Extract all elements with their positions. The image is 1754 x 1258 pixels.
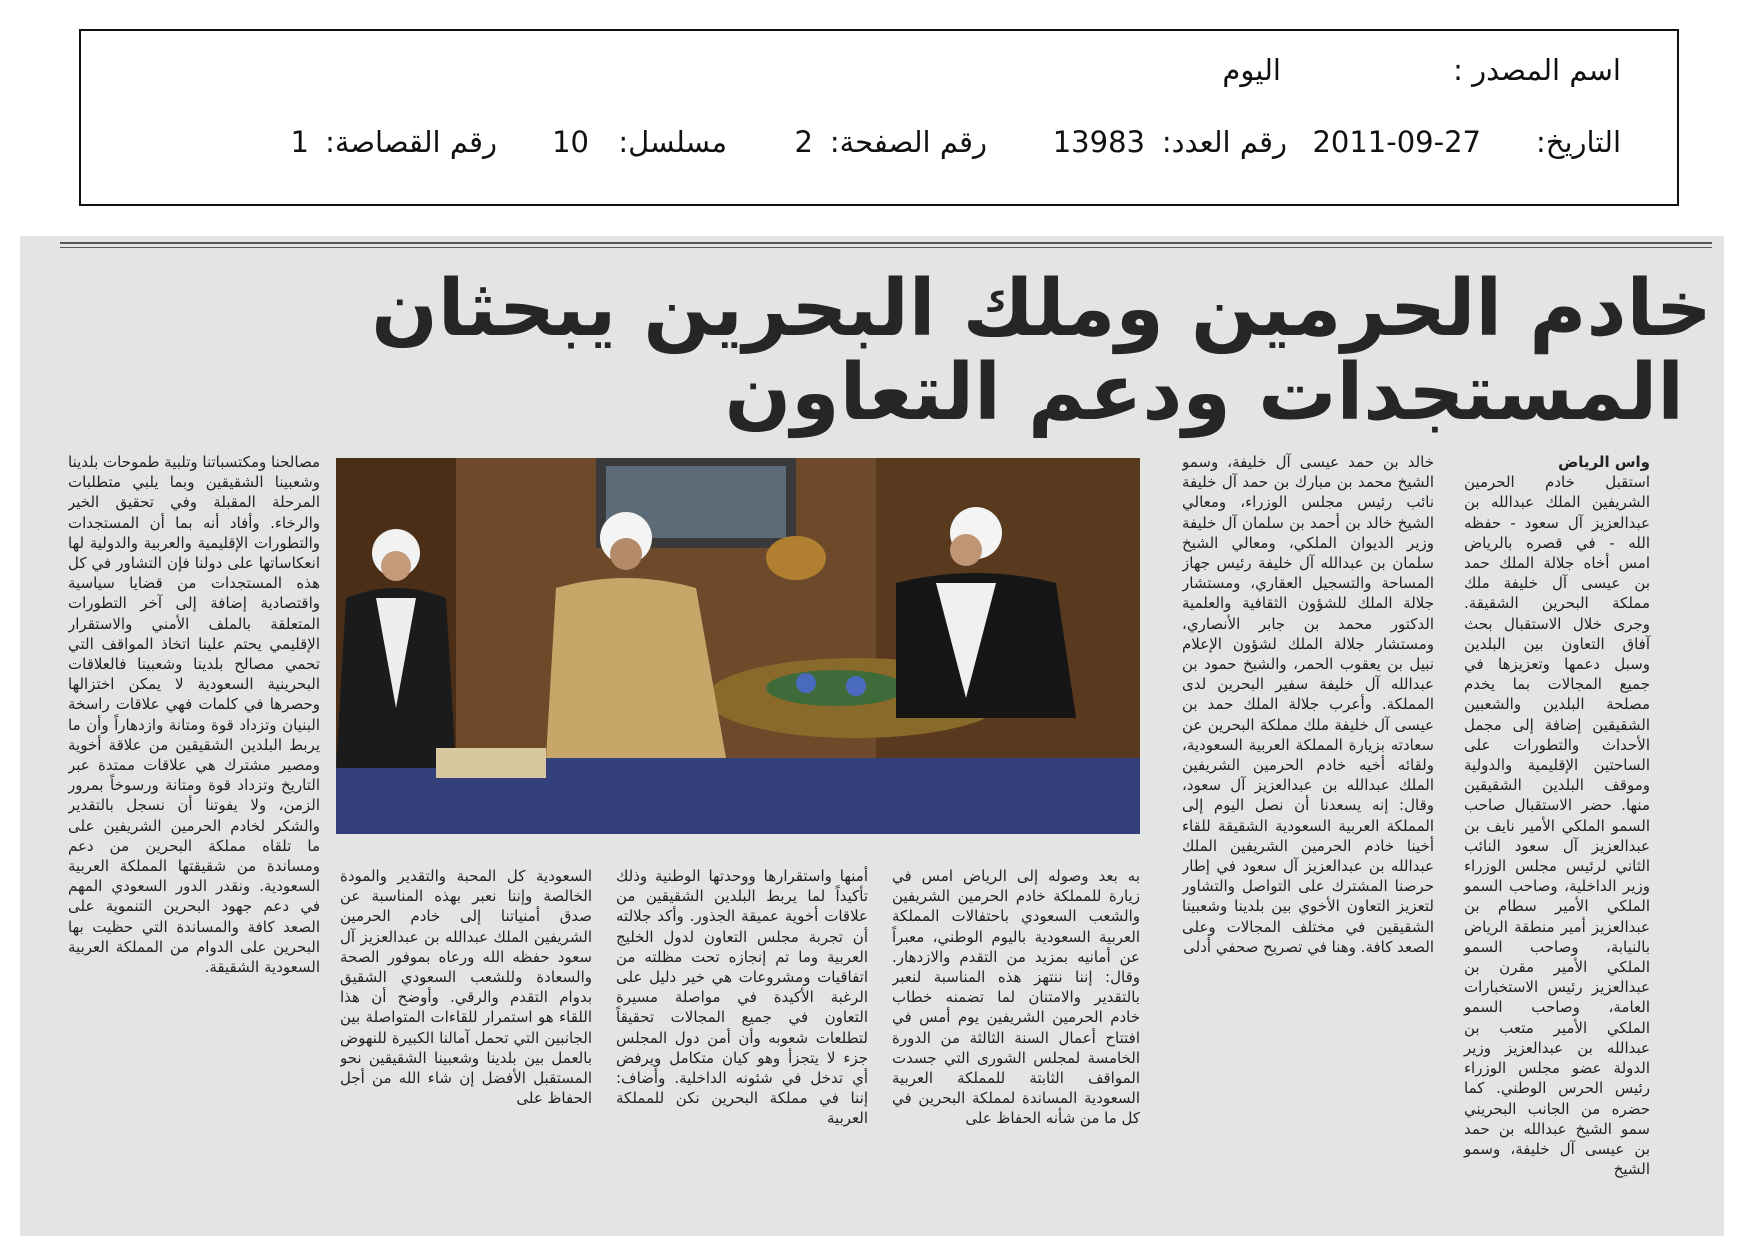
issue-label: رقم العدد: (1161, 125, 1287, 159)
article-column-4 (616, 866, 868, 1236)
page-value: 2 (794, 125, 813, 159)
column-4-text: أمنها واستقرارها ووحدتها الوطنية وذلك تأكيداً لما يربط البلدين الشقيقين من علاقات أخوية عميقة الجذور. وأكد جلالته أن تجربة مجلس التعاون لدول الخليج العربية وما تم إنجازه تحت مظلته من اتفاقيات ومشروعات هي خير دليل على الرغبة الأكيدة في مواصلة مسيرة التعاون في جميع المجالات تحقيقاً لتطلعات شعوبه وأن أمن دول المجلس جزء لا يتجزأ وهو كيان متكامل ويرفض أي تدخل في شئونه الداخلية. وأضاف: إننا في مملكة البحرين نكن للمملكة العربية (616, 867, 868, 1128)
column-6-text: مصالحنا ومكتسباتنا وتلبية طموحات بلدينا وشعبينا الشقيقين وبما يلبي متطلبات المرحلة المقبلة وفي تحقيق الخير والرخاء. وأفاد أنه بما أن المستجدات والتطورات الإقليمية والعربية والدولية لها انعكاساتها على دولنا فإن التشاور في كل هذه المستجدات من قضايا سياسية واقتصادية إضافة إلى آخر التطورات المتعلقة بالملف الأمني والاستقرار الإقليمي يحتم علينا اتخاذ المواقف التي تحمي مصالح بلدينا وشعبينا فالعلاقات البحرينية السعودية لا يمكن اختزالها وحصرها في كلمات فهي علاقات راسخة البنيان وتزداد قوة ومتانة وازدهاراً وأن ما يربط البلدين الشقيقين من علاقة أخوية ومصير مشترك هي علاقات ممتدة عبر التاريخ وتزداد قوة ومتانة ورسوخاً بمرور الزمن، ولا يفوتنا أن نسجل بالتقدير والشكر لخادم الحرمين الشريفين على ما تلقاه مملكة البحرين من دعم ومساندة من شقيقتها المملكة العربية السعودية. ونقدر الدور السعودي المهم في دعم جهود البحرين التنموية على الصعد كافة والمساندة التي حظيت بها البحرين على الدوام من المملكة العربية السعودية الشقيقة. (68, 453, 320, 977)
article-column-6 (68, 452, 320, 1232)
page-label: رقم الصفحة: (829, 125, 987, 159)
top-rule (60, 242, 1712, 244)
source-label: اسم المصدر : (1453, 53, 1621, 87)
clip-number-label: رقم القصاصة: (325, 125, 497, 159)
newspaper-clipping (20, 236, 1724, 1236)
article-column-5 (340, 866, 592, 1236)
date-label: التاريخ: (1535, 125, 1621, 159)
column-2-text: خالد بن حمد عيسى آل خليفة، وسمو الشيخ محمد بن مبارك بن حمد آل خليفة نائب رئيس مجلس الوزراء، ومعالي الشيخ خالد بن أحمد بن سلمان آل خليفة وزير الديوان الملكي، ومعالي الشيخ سلمان بن عبدالله آل خليفة رئيس جهاز المساحة والتسجيل العقاري، ومستشار جلالة الملك للشؤون الثقافية والعلمية الدكتور محمد بن جابر الأنصاري، ومستشار جلالة الملك لشؤون الإعلام نبيل بن يعقوب الحمر، والشيخ حمود بن عبدالله آل خليفة سفير البحرين لدى المملكة. وأعرب جلالة الملك حمد بن عيسى آل خليفة ملك مملكة البحرين عن سعادته بزيارة المملكة العربية السعودية، ولقائه أخيه خادم الحرمين الشريفين الملك عبدالله بن عبدالعزيز آل سعود، وقال: إنه يسعدنا أن نصل اليوم إلى المملكة العربية السعودية الشقيقة للقاء أخينا خادم الحرمين الشريفين الملك عبدالله بن عبدالعزيز آل سعود في إطار حرصنا المشترك على التواصل والتشاور لتعزيز التعاون الأخوي بين بلدينا وشعبينا الشقيقين في مختلف المجالات وعلى الصعد كافة. وهنا في تصريح صحفي أدلى (1182, 453, 1434, 956)
clipping-metadata-box (79, 29, 1679, 206)
issue-value: 13983 (1052, 125, 1145, 159)
article-column-3 (892, 866, 1140, 1236)
serial-value: 10 (552, 125, 589, 159)
byline: واس الرياض (1558, 453, 1650, 471)
article-photo (336, 458, 1140, 834)
source-value: اليوم (1222, 53, 1281, 87)
headline-line-2: المستجدات ودعم التعاون (724, 348, 1684, 438)
serial-label: مسلسل: (618, 125, 727, 159)
headline-line-1: خادم الحرمين وملك البحرين يبحثان (371, 264, 1712, 354)
column-1-text: استقبل خادم الحرمين الشريفين الملك عبدالله بن عبدالعزيز آل سعود - حفظه الله - في قصره بالرياض امس أخاه جلالة الملك حمد بن عيسى آل خليفة ملك مملكة البحرين الشقيقة. وجرى خلال الاستقبال بحث آفاق التعاون بين البلدين وسبل دعمها وتعزيزها في جميع المجالات بما يخدم مصلحة البلدين والشعبين الشقيقين إضافة إلى مجمل الأحداث والتطورات على الساحتين الإقليمية والدولية وموقف البلدين الشقيقين منها. حضر الاستقبال صاحب السمو الملكي الأمير نايف بن عبدالعزيز آل سعود النائب الثاني لرئيس مجلس الوزراء وزير الداخلية، وصاحب السمو الملكي الأمير سطام بن عبدالعزيز أمير منطقة الرياض بالنيابة، وصاحب السمو الملكي الأمير مقرن بن عبدالعزيز رئيس الاستخبارات العامة، وصاحب السمو الملكي الأمير متعب بن عبدالله بن عبدالعزيز وزير الدولة عضو مجلس الوزراء رئيس الحرس الوطني. كما حضره من الجانب البحريني سمو الشيخ عبدالله بن حمد بن عيسى آل خليفة، وسمو الشيخ (1464, 473, 1650, 1179)
top-rule-thin (60, 247, 1712, 248)
column-3-text: به بعد وصوله إلى الرياض امس في زيارة للمملكة خادم الحرمين الشريفين والشعب السعودي باحتفالات المملكة العربية السعودية باليوم الوطني، معبراً عن أمانيه بمزيد من التقدم والازدهار. وقال: إننا ننتهز هذه المناسبة لنعبر بالتقدير والامتنان لما تضمنه خطاب خادم الحرمين الشريفين يوم أمس في افتتاح أعمال السنة الثالثة من الدورة الخامسة لمجلس الشورى التي جسدت المواقف الثابتة للمملكة العربية السعودية المساندة لمملكة البحرين في كل ما من شأنه الحفاظ على (892, 867, 1140, 1128)
date-value: 2011-09-27 (1312, 125, 1481, 159)
photo-illustration (336, 458, 1140, 834)
column-5-text: السعودية كل المحبة والتقدير والمودة الخالصة وإننا نعبر بهذه المناسبة عن صدق أمنياتنا إلى خادم الحرمين الشريفين الملك عبدالله بن عبدالعزيز آل سعود حفظه الله ورعاه بموفور الصحة والسعادة وللشعب السعودي الشقيق بدوام التقدم والرقي. وأوضح أن هذا اللقاء هو استمرار للقاءات المتواصلة بين الجانبين التي تحمل آمالنا الكبيرة للنهوض بالعمل بين بلدينا وشعبينا الشقيقين نحو المستقبل الأفضل إن شاء الله من أجل الحفاظ على (340, 867, 592, 1108)
article-column-2 (1182, 452, 1434, 1232)
article-column-1 (1464, 452, 1650, 1232)
clip-number-value: 1 (290, 125, 309, 159)
